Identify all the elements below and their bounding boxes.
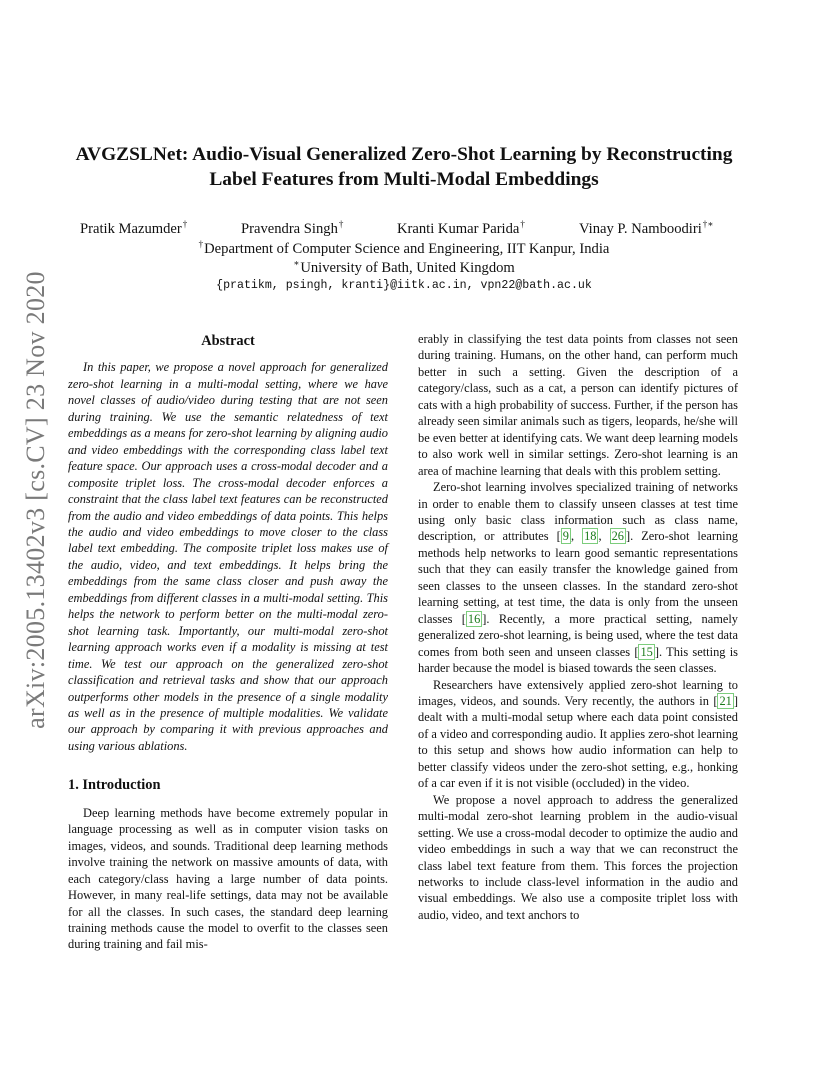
title-line-1: AVGZSLNet: Audio-Visual Generalized Zero-Shot Learning by Reconstructing [75, 144, 733, 165]
title-line-2: Label Features from Multi-Modal Embeddings [209, 169, 599, 190]
affiliation-2: ∗University of Bath, United Kingdom [293, 258, 515, 276]
citation-link[interactable]: 26 [611, 529, 624, 544]
arxiv-identifier-text: arXiv:2005.13402v3 [cs.CV] 23 Nov 2020 [21, 271, 51, 729]
right-column [418, 331, 738, 923]
author-list [60, 219, 760, 239]
citation-link[interactable]: 18 [584, 529, 597, 544]
arxiv-identifier [14, 271, 58, 729]
author-3: Kranti Kumar Parida† [397, 219, 525, 237]
citation-link[interactable]: 15 [640, 644, 653, 659]
abstract-heading: Abstract [201, 333, 255, 349]
left-column [68, 331, 388, 953]
intro-paragraph-4: We propose a novel approach to address the generalized multi-modal zero-shot learning problem in the audio-visual setting. We use a cross-modal decoder to optimize the audio and video embeddings in such a way that we can reconstruct the class label text feature from them. This forces the projection networks to include class-level information in the audio and visual embeddings. We also use a composite triplet loss with audio, video, and text anchors to [418, 792, 738, 922]
intro-paragraph-1-start: Deep learning methods have become extremely popular in language processing as well as in computer vision tasks on images, videos, and sounds. Traditional deep learning methods involve training the network on massive amounts of data, with each category/class having a large number of data points. However, in many real-life settings, data may not be available for all the classes. In such cases, the standard deep learning training methods cause the model to overfit to the classes seen during training and fail mis- [68, 805, 388, 952]
abstract-text: In this paper, we propose a novel approach for generalized zero-shot learning in a multi-modal setting, where we have novel classes of audio/video during testing that are not seen during training. We use the semantic relatedness of text embeddings as a means for zero-shot learning by aligning audio and video embeddings with the corresponding class label text feature space. Our approach uses a cross-modal decoder and a composite triplet loss. The cross-modal decoder enforces a constraint that the class label text features can be reconstructed from the audio and video embeddings of data points. This helps the audio and video embeddings to move closer to the class label text embedding. The composite triplet loss makes use of the audio, video, and text embeddings. It helps bring the embeddings from the same class closer and push away the embeddings from different classes in a multi-modal setting. This helps the network to perform better on the multi-modal zero-shot learning task. Importantly, our multi-modal zero-shot learning approach works even if a modality is missing at test time. We test our approach on the generalized zero-shot classification and retrieval tasks and show that our approach outperforms other models in the presence of a single modality as well as in the presence of multiple modalities. We validate our approach by comparing it with previous approaches and using various ablations. [68, 360, 388, 753]
paper-title [60, 142, 748, 192]
citation-link[interactable]: 9 [562, 529, 569, 544]
citation-link[interactable]: 21 [719, 693, 732, 708]
intro-paragraph-3: Researchers have extensively applied zero-shot learning to images, videos, and sounds. Very recently, the authors in [ 21 ] dealt with a multi-modal setup where each data point consisted of a video and corresponding audio. It applies zero-shot learning to this setup and shows how audio information can help to better classify videos under the zero-shot setting, e.g., honking of a car even if it is not visible (occluded) in the video. [418, 677, 738, 791]
section-heading-introduction: 1. Introduction [68, 777, 161, 794]
author-1: Pratik Mazumder† [80, 219, 188, 237]
author-emails: {pratikm, psingh, kranti}@iitk.ac.in, vpn22@bath.ac.uk [216, 279, 592, 292]
intro-paragraph-2: Zero-shot learning involves specialized training of networks in order to enable them to classify unseen classes at test time using only basic class information such as class name, description, or attributes [ 9 , 18 , 26 ]. Zero-shot learning methods help networks to learn good semantic representations such that they can easily transfer the knowledge gained from seen classes to the unseen classes. In the standard zero-shot learning setting, at test time, the data is only from the unseen classes [ 16 ]. Recently, a more practical setting, namely generalized zero-shot learning, is being used, where the test data comes from both seen and unseen classes [ 15 ]. This setting is harder because the model is biased towards the seen classes. [418, 480, 739, 676]
intro-paragraph-1-end: erably in classifying the test data points from classes not seen during training. Humans, on the other hand, can perform much better in such a setting. Given the description of a category/class, such as a cat, a person can identify pictures of cats with a high probability of success. Further, if the person has already seen similar animals such as tigers, leopards, he/she will be even better at identifying cats. We want deep learning models to also work well in similar settings. Zero-shot learning is an area of machine learning that deals with this problem setting. [418, 332, 738, 478]
citation-link[interactable]: 16 [467, 611, 481, 626]
affiliation-1: †Department of Computer Science and Engineering, IIT Kanpur, India [198, 239, 610, 257]
author-2: Pravendra Singh† [241, 219, 344, 237]
author-4: Vinay P. Namboodiri†∗ [579, 219, 714, 237]
